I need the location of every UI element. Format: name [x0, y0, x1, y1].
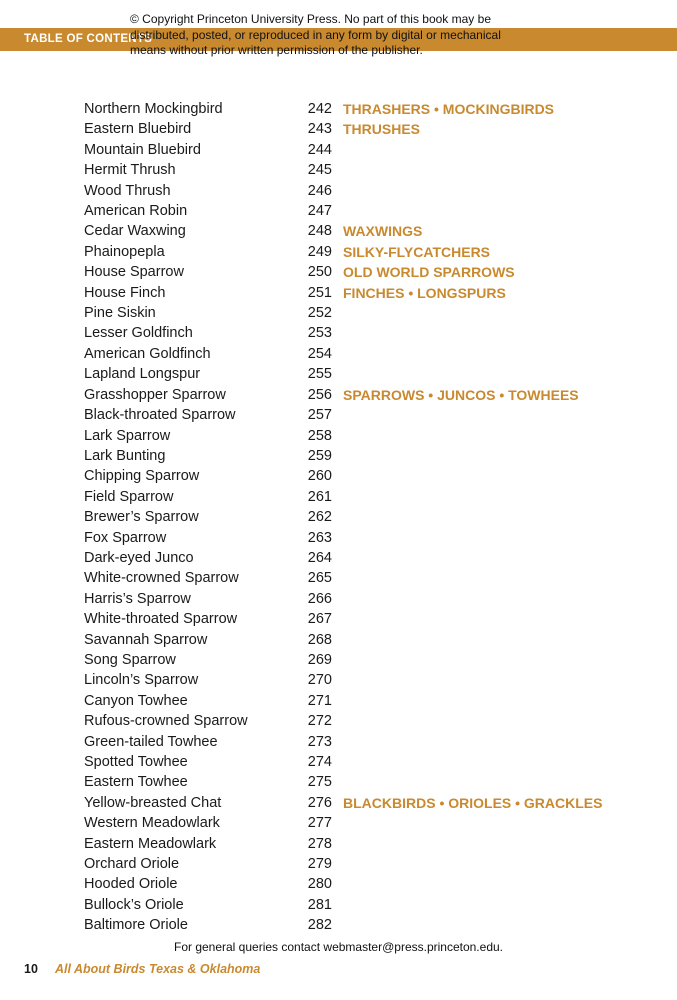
toc-entry — [84, 609, 644, 629]
toc-entry — [84, 426, 644, 446]
toc-entry — [84, 344, 644, 364]
species-name: Yellow-breasted Chat — [84, 794, 222, 811]
species-name: Lark Sparrow — [84, 427, 171, 444]
page-ref: 248 — [307, 223, 332, 240]
species-name: Orchard Oriole — [84, 856, 180, 873]
family-heading: OLD WORLD SPARROWS — [343, 264, 515, 281]
page-ref: 260 — [307, 468, 332, 485]
species-name: Black-throated Sparrow — [84, 407, 236, 424]
toc-entry — [84, 854, 644, 874]
book-title: All About Birds Texas & Oklahoma — [55, 962, 261, 976]
toc-entry — [84, 487, 644, 507]
page-ref: 262 — [307, 509, 332, 526]
toc-entry — [84, 711, 644, 731]
toc-entry — [84, 772, 644, 792]
toc-entry — [84, 140, 644, 160]
family-heading: WAXWINGS — [343, 223, 423, 240]
toc-entry — [84, 691, 644, 711]
toc-entry — [84, 160, 644, 180]
species-name: Savannah Sparrow — [84, 631, 208, 648]
page-ref: 269 — [307, 651, 332, 668]
species-name: Harris’s Sparrow — [84, 590, 191, 607]
page-ref: 280 — [307, 876, 332, 893]
page-ref: 267 — [307, 611, 332, 628]
family-heading: FINCHES • LONGSPURS — [343, 284, 506, 301]
page-ref: 249 — [307, 243, 332, 260]
copyright-notice: © Copyright Princeton University Press. No part of this book may be distributed, posted, or reproduced in any form by digital or mechanical means without prior written permission of the publisher. — [130, 12, 501, 57]
page-ref: 243 — [307, 121, 332, 138]
page-ref: 281 — [307, 896, 332, 913]
page-ref: 255 — [307, 366, 332, 383]
toc-entry — [84, 364, 644, 384]
toc-entry — [84, 589, 644, 609]
page-number: 10 — [24, 962, 38, 976]
species-name: Phainopepla — [84, 243, 165, 260]
toc-entry — [84, 99, 644, 119]
page-ref: 271 — [307, 692, 332, 709]
toc-entry — [84, 446, 644, 466]
toc-entry — [84, 650, 644, 670]
species-name: Eastern Bluebird — [84, 121, 192, 138]
family-heading: THRUSHES — [343, 121, 421, 138]
species-name: Lincoln’s Sparrow — [84, 672, 199, 689]
species-name: Song Sparrow — [84, 651, 176, 668]
species-name: White-throated Sparrow — [84, 611, 238, 628]
page-ref: 256 — [307, 386, 332, 403]
toc-entry — [84, 528, 644, 548]
page-ref: 278 — [307, 835, 332, 852]
page-ref: 242 — [307, 101, 332, 117]
toc-entry — [84, 793, 644, 813]
page-ref: 244 — [307, 141, 332, 158]
page-ref: 277 — [307, 815, 332, 832]
species-name: White-crowned Sparrow — [84, 570, 239, 587]
page-ref: 276 — [307, 794, 332, 811]
toc-entry — [84, 466, 644, 486]
species-name: Field Sparrow — [84, 488, 174, 505]
toc-entry — [84, 630, 644, 650]
species-name: Eastern Meadowlark — [84, 835, 217, 852]
species-name: American Robin — [84, 203, 188, 220]
page-ref: 247 — [307, 203, 332, 220]
toc-entry — [84, 895, 644, 915]
page-ref: 252 — [307, 305, 332, 322]
page-ref: 270 — [307, 672, 332, 689]
toc-entry — [84, 242, 644, 262]
family-heading: SPARROWS • JUNCOS • TOWHEES — [343, 386, 579, 403]
page-ref: 253 — [307, 325, 332, 342]
toc-entry — [84, 303, 644, 323]
page-ref: 246 — [307, 182, 332, 199]
toc-entry — [84, 201, 644, 221]
page-ref: 258 — [307, 427, 332, 444]
toc-entry — [84, 568, 644, 588]
family-heading: SILKY-FLYCATCHERS — [343, 243, 491, 260]
toc-entry — [84, 507, 644, 527]
page-ref: 279 — [307, 856, 332, 873]
page-ref: 265 — [307, 570, 332, 587]
page-ref: 282 — [307, 917, 332, 934]
page-ref: 251 — [307, 284, 332, 301]
species-name: House Sparrow — [84, 264, 184, 281]
toc-entry — [84, 181, 644, 201]
page-ref: 257 — [307, 407, 332, 424]
species-name: Grasshopper Sparrow — [84, 386, 226, 403]
species-name: Cedar Waxwing — [84, 223, 186, 240]
species-name: Pine Siskin — [84, 305, 156, 322]
page-ref: 272 — [307, 713, 332, 730]
page-ref: 254 — [307, 345, 332, 362]
species-name: Western Meadowlark — [84, 815, 220, 832]
species-name: Lark Bunting — [84, 447, 166, 464]
species-name: Hermit Thrush — [84, 162, 176, 179]
toc-entry — [84, 732, 644, 752]
species-name: Hooded Oriole — [84, 876, 178, 893]
species-name: House Finch — [84, 284, 166, 301]
toc-entry — [84, 752, 644, 772]
page-ref: 268 — [307, 631, 332, 648]
species-name: Green-tailed Towhee — [84, 733, 218, 750]
toc-entry — [84, 405, 644, 425]
page-ref: 266 — [307, 590, 332, 607]
toc-entry — [84, 323, 644, 343]
page-ref: 263 — [307, 529, 332, 546]
family-heading: THRASHERS • MOCKINGBIRDS — [343, 101, 555, 117]
species-name: Eastern Towhee — [84, 774, 188, 791]
species-name: Lapland Longspur — [84, 366, 201, 383]
page-ref: 259 — [307, 447, 332, 464]
section-label: TABLE OF CONTENTS — [24, 33, 153, 45]
toc-entry — [84, 813, 644, 833]
species-name: Mountain Bluebird — [84, 141, 201, 158]
toc-entry — [84, 874, 644, 894]
page-ref: 274 — [307, 754, 332, 770]
species-name: Rufous-crowned Sparrow — [84, 713, 248, 730]
species-name: Bullock’s Oriole — [84, 896, 184, 913]
species-name: Northern Mockingbird — [84, 101, 223, 117]
page-ref: 250 — [307, 264, 332, 281]
species-name: Wood Thrush — [84, 182, 171, 199]
toc-entry — [84, 548, 644, 568]
species-name: Lesser Goldfinch — [84, 325, 193, 342]
species-name: Spotted Towhee — [84, 754, 188, 770]
page-ref: 245 — [307, 162, 332, 179]
contact-note: For general queries contact webmaster@press.princeton.edu. — [173, 940, 503, 954]
toc-entry — [84, 262, 644, 282]
table-of-contents — [84, 99, 644, 936]
species-name: Dark-eyed Junco — [84, 549, 194, 566]
species-name: Brewer’s Sparrow — [84, 509, 199, 526]
species-name: American Goldfinch — [84, 345, 211, 362]
toc-entry — [84, 119, 644, 139]
species-name: Canyon Towhee — [84, 692, 188, 709]
family-heading: BLACKBIRDS • ORIOLES • GRACKLES — [343, 794, 603, 811]
toc-entry — [84, 221, 644, 241]
species-name: Chipping Sparrow — [84, 468, 200, 485]
page-ref: 264 — [307, 549, 332, 566]
toc-entry — [84, 834, 644, 854]
page-ref: 275 — [307, 774, 332, 791]
toc-entry — [84, 915, 644, 935]
page-ref: 261 — [307, 488, 332, 505]
species-name: Baltimore Oriole — [84, 917, 188, 934]
page-ref: 273 — [307, 733, 332, 750]
species-name: Fox Sparrow — [84, 529, 167, 546]
toc-entry — [84, 283, 644, 303]
toc-entry — [84, 385, 644, 405]
toc-entry — [84, 670, 644, 690]
